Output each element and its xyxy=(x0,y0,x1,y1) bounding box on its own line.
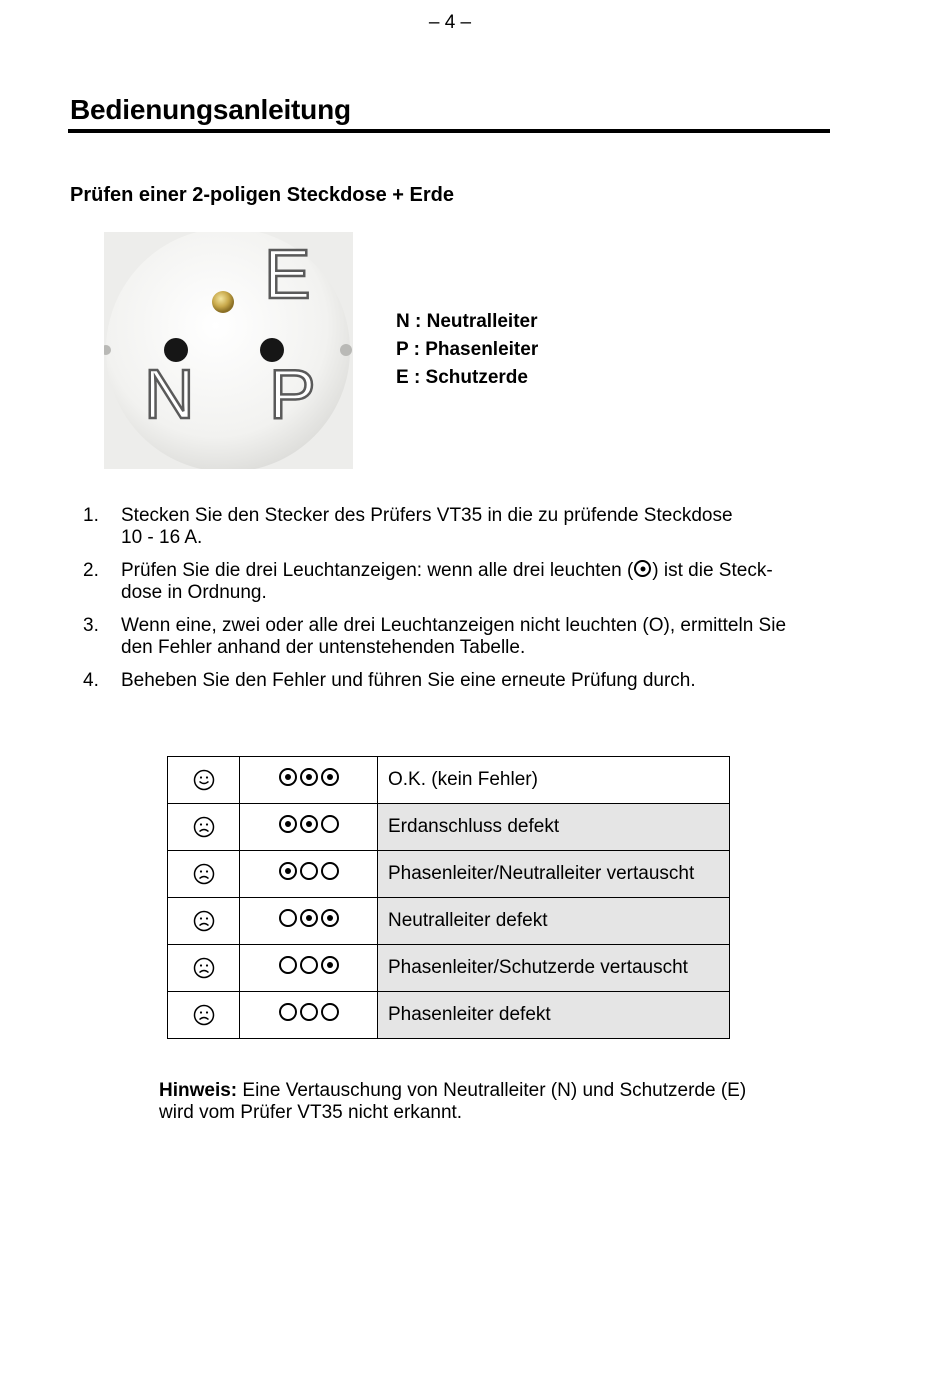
lamp-off-icon xyxy=(321,862,339,880)
smiley-face-icon xyxy=(193,769,215,790)
step-text: Wenn eine, zwei oder alle drei Leuchtanzeigen nicht leuchten (O), ermitteln Sie xyxy=(121,615,787,636)
lamp-on-icon xyxy=(634,560,651,577)
sad-face-icon xyxy=(193,1004,215,1025)
lamp-set xyxy=(279,1003,339,1021)
lamp-set xyxy=(279,815,339,833)
table-row xyxy=(168,945,730,992)
note-label: Hinweis: xyxy=(159,1080,238,1101)
instruction-steps xyxy=(83,505,823,703)
step-1 xyxy=(83,505,823,549)
step-2 xyxy=(83,560,823,604)
legend-item-ground: E : Schutzerde xyxy=(396,367,528,388)
lamp-on-icon xyxy=(321,909,339,927)
sad-face-icon xyxy=(193,910,215,931)
lamp-pattern-cell xyxy=(240,851,378,898)
socket-face xyxy=(106,232,350,469)
socket-label-p: P xyxy=(269,355,316,433)
status-face-cell xyxy=(168,851,240,898)
step-text: 10 - 16 A. xyxy=(121,527,203,548)
fault-description: Phasenleiter/Neutralleiter vertauscht xyxy=(378,851,730,898)
legend-item-phase: P : Phasenleiter xyxy=(396,339,539,360)
status-face-cell xyxy=(168,757,240,804)
socket-label-e: E xyxy=(264,235,311,313)
status-face-cell xyxy=(168,992,240,1039)
lamp-on-icon xyxy=(300,909,318,927)
lamp-set xyxy=(279,909,339,927)
step-text: den Fehler anhand der untenstehenden Tabelle. xyxy=(121,637,526,658)
lamp-off-icon xyxy=(279,956,297,974)
lamp-pattern-cell xyxy=(240,992,378,1039)
lamp-set xyxy=(279,862,339,880)
step-3 xyxy=(83,615,823,659)
step-4 xyxy=(83,670,823,692)
step-number: 1. xyxy=(83,505,99,526)
legend-item-neutral: N : Neutralleiter xyxy=(396,311,538,332)
lamp-on-icon xyxy=(321,956,339,974)
lamp-off-icon xyxy=(279,909,297,927)
status-face-cell xyxy=(168,804,240,851)
lamp-on-icon xyxy=(279,815,297,833)
lamp-off-icon xyxy=(321,815,339,833)
page-title: Bedienungsanleitung xyxy=(70,94,351,125)
note xyxy=(159,1080,809,1124)
lamp-pattern-cell xyxy=(240,898,378,945)
lamp-on-icon xyxy=(279,862,297,880)
lamp-pattern-cell xyxy=(240,945,378,992)
step-text: Beheben Sie den Fehler und führen Sie eine erneute Prüfung durch. xyxy=(121,670,696,691)
fault-description: Phasenleiter defekt xyxy=(378,992,730,1039)
sad-face-icon xyxy=(193,816,215,837)
lamp-pattern-cell xyxy=(240,804,378,851)
fault-description: Erdanschluss defekt xyxy=(378,804,730,851)
step-text: dose in Ordnung. xyxy=(121,582,267,603)
table-row xyxy=(168,757,730,804)
table-row xyxy=(168,851,730,898)
lamp-off-icon xyxy=(279,1003,297,1021)
lamp-on-icon xyxy=(300,815,318,833)
table-row xyxy=(168,898,730,945)
fault-description: Neutralleiter defekt xyxy=(378,898,730,945)
ground-pin xyxy=(212,291,234,313)
note-text: Eine Vertauschung von Neutralleiter (N) und Schutzerde (E) xyxy=(237,1080,747,1101)
fault-table xyxy=(167,756,730,1039)
lamp-set xyxy=(279,956,339,974)
legend xyxy=(396,308,538,392)
socket-photo xyxy=(104,232,353,469)
title-underline xyxy=(68,129,830,133)
fault-description: O.K. (kein Fehler) xyxy=(378,757,730,804)
step-text: Prüfen Sie die drei Leuchtanzeigen: wenn alle drei leuchten ( xyxy=(121,560,634,581)
note-text: wird vom Prüfer VT35 nicht erkannt. xyxy=(159,1102,463,1123)
lamp-on-icon xyxy=(300,768,318,786)
table-row xyxy=(168,804,730,851)
step-text: ) ist die Steck- xyxy=(652,560,773,581)
page-number: – 4 – xyxy=(428,12,472,33)
status-face-cell xyxy=(168,898,240,945)
step-number: 2. xyxy=(83,560,99,581)
lamp-pattern-cell xyxy=(240,757,378,804)
lamp-off-icon xyxy=(300,862,318,880)
lamp-off-icon xyxy=(321,1003,339,1021)
step-text: Stecken Sie den Stecker des Prüfers VT35 in die zu prüfende Steckdose xyxy=(121,505,733,526)
status-face-cell xyxy=(168,945,240,992)
lamp-on-icon xyxy=(321,768,339,786)
lamp-off-icon xyxy=(300,1003,318,1021)
step-number: 3. xyxy=(83,615,99,636)
sad-face-icon xyxy=(193,863,215,884)
step-number: 4. xyxy=(83,670,99,691)
section-title: Prüfen einer 2-poligen Steckdose + Erde xyxy=(70,184,455,206)
socket-label-n: N xyxy=(144,355,195,433)
lamp-off-icon xyxy=(300,956,318,974)
table-row xyxy=(168,992,730,1039)
lamp-set xyxy=(279,768,339,786)
lamp-on-icon xyxy=(279,768,297,786)
fault-description: Phasenleiter/Schutzerde vertauscht xyxy=(378,945,730,992)
sad-face-icon xyxy=(193,957,215,978)
